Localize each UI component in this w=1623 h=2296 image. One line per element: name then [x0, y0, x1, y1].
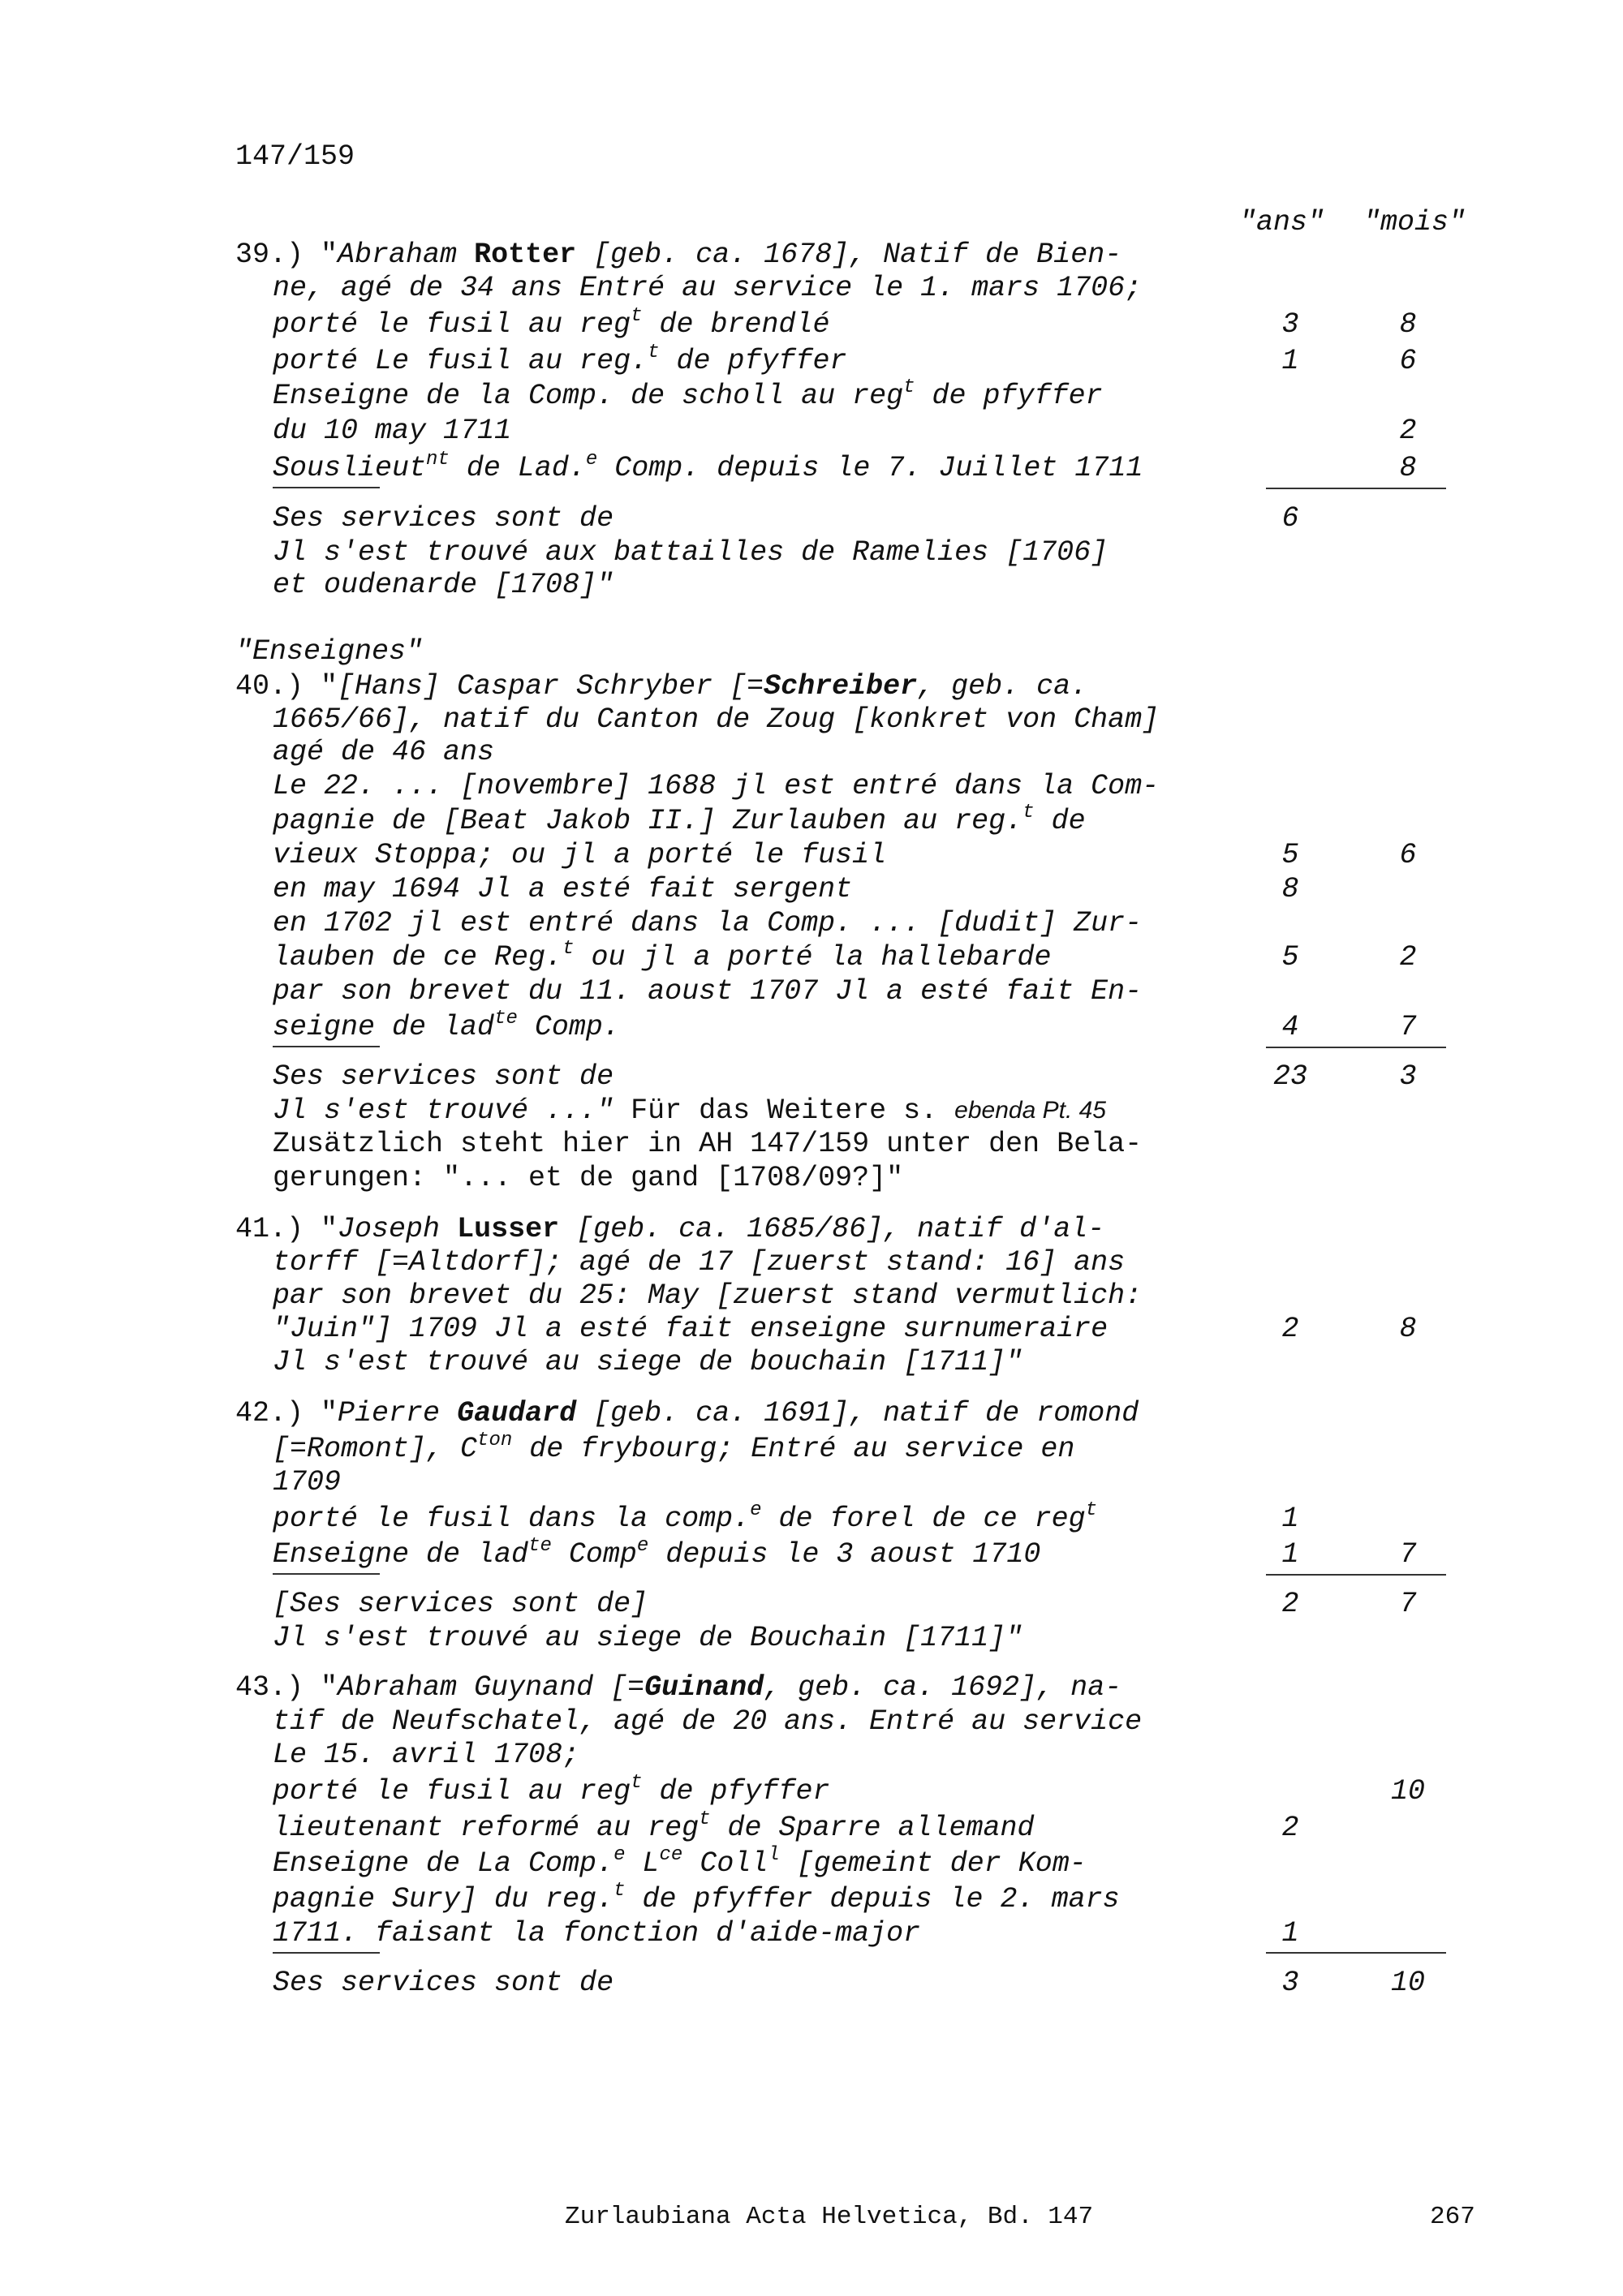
ans-total: 6	[1281, 502, 1299, 535]
mois-value: 8	[1399, 308, 1417, 341]
ans-value: 1	[1281, 345, 1299, 377]
ans-value: 4	[1281, 1011, 1299, 1043]
mois-value: 2	[1399, 941, 1417, 974]
entry-40-line-15: gerungen: "... et de gand [1708/09?]"	[273, 1162, 904, 1194]
entry-40-line-7: en may 1694 Jl a esté fait sergent	[273, 873, 853, 905]
section-title: "Enseignes"	[235, 635, 424, 668]
ans-value: 5	[1281, 941, 1299, 974]
sum-rule	[1266, 1574, 1446, 1576]
entry-41-line-4: "Juin"] 1709 Jl a esté fait enseigne surnumeraire	[273, 1313, 1109, 1345]
entry-39-line-10: et oudenarde [1708]"	[273, 569, 614, 601]
footer-source: Zurlaubiana Acta Helvetica, Bd. 147	[565, 2203, 1094, 2231]
entry-40-line-12: Ses services sont de	[273, 1060, 614, 1093]
underline-mark	[273, 1952, 380, 1954]
entry-42-line-3: 1709	[273, 1466, 342, 1498]
entry-43-line-9: Ses services sont de	[273, 1967, 614, 1999]
mois-value: 6	[1399, 345, 1417, 377]
mois-total: 3	[1399, 1060, 1417, 1093]
entry-42-line-5: Enseigne de lad$^{te}$ Comp$^e$ depuis le 3 aoust 1710	[273, 1535, 1041, 1571]
entry-39-line-7: Souslieut$^{nt}$ de Lad.$^e$ Comp. depuis le 7. Juillet 1711	[273, 449, 1143, 484]
ans-value: 8	[1281, 873, 1299, 905]
entry-42-line-2: [=Romont], $C^{ton}$ de frybourg; Entré au service en	[273, 1430, 1075, 1465]
ans-total: 2	[1281, 1588, 1299, 1620]
entry-43-line-5: lieutenant reformé au reg$^t$ de Sparre allemand	[273, 1808, 1035, 1844]
entry-42-surname: Gaudard	[457, 1397, 577, 1430]
entry-40-line-10: par son brevet du 11. aoust 1707 Jl a esté fait En-	[273, 975, 1143, 1008]
entry-41-surname: Lusser	[457, 1213, 560, 1245]
entry-40-line-3: agé de 46 ans	[273, 736, 495, 768]
entry-43-line-7: pagnie Sury] du reg.$^t$ de pfyffer depuis le 2. mars	[273, 1880, 1120, 1915]
mois-value: 6	[1399, 839, 1417, 871]
entry-39-line-3: porté le fusil au reg$^t$ de brendlé	[273, 305, 830, 341]
entry-39-line-6: du 10 may 1711	[273, 415, 512, 447]
ans-value: 2	[1281, 1313, 1299, 1345]
entry-39-surname: Rotter	[474, 239, 577, 271]
mois-value: 8	[1399, 1313, 1417, 1345]
entry-43-line-2: tif de Neufschatel, agé de 20 ans. Entré au service	[273, 1705, 1143, 1738]
underline-mark	[273, 1573, 380, 1575]
underline-mark	[273, 487, 380, 488]
ans-value: 5	[1281, 839, 1299, 871]
footer-page-number: 267	[1430, 2203, 1475, 2231]
column-header-ans: "ans"	[1239, 206, 1325, 239]
entry-43-line-8: 1711. faisant la fonction d'aide-major	[273, 1917, 921, 1950]
entry-40-line-14: Zusätzlich steht hier in AH 147/159 unter den Bela-	[273, 1128, 1143, 1160]
entry-40-line-11: seigne de lad$^{te}$ Comp.	[273, 1008, 620, 1043]
entry-39-line-1: 39.) "Abraham Rotter [geb. ca. 1678], Natif de Bien-	[235, 239, 1122, 271]
ans-value: 1	[1281, 1503, 1299, 1535]
page-reference: 147/159	[235, 140, 355, 173]
entry-41-line-1: 41.) "Joseph Lusser [geb. ca. 1685/86], natif d'al-	[235, 1213, 1105, 1245]
sum-rule	[1266, 1952, 1446, 1954]
entry-41-line-3: par son brevet du 25: May [zuerst stand vermutlich:	[273, 1279, 1143, 1312]
mois-total: 10	[1390, 1967, 1425, 1999]
entry-42-line-6: [Ses services sont de]	[273, 1588, 648, 1620]
entry-40-line-4: Le 22. ... [novembre] 1688 jl est entré dans la Com-	[273, 770, 1160, 802]
sum-rule	[1266, 1047, 1446, 1048]
mois-total: 7	[1399, 1588, 1417, 1620]
entry-41-line-5: Jl s'est trouvé au siege de bouchain [1711]"	[273, 1346, 1023, 1378]
mois-value: 2	[1399, 415, 1417, 447]
entry-40-surname: Schreiber	[764, 670, 918, 703]
entry-39-line-9: Jl s'est trouvé aux battailles de Ramelies [1706]	[273, 536, 1109, 569]
entry-40-line-9: lauben de ce Reg.$^t$ ou jl a porté la hallebarde	[273, 938, 1052, 974]
mois-value: 8	[1399, 452, 1417, 484]
entry-40-line-1: 40.) "[Hans] Caspar Schryber [=Schreiber, geb. ca.	[235, 670, 1088, 703]
entry-43-line-4: porté le fusil au reg$^t$ de pfyffer	[273, 1772, 830, 1808]
ans-total: 23	[1272, 1060, 1307, 1093]
entry-40-line-5: pagnie de [Beat Jakob II.] Zurlauben au reg.$^t$ de	[273, 802, 1086, 837]
mois-value: 10	[1390, 1775, 1425, 1808]
ans-total: 3	[1281, 1967, 1299, 1999]
mois-value: 7	[1399, 1538, 1417, 1571]
ans-value: 1	[1281, 1917, 1299, 1950]
mois-value: 7	[1399, 1011, 1417, 1043]
entry-40-line-6: vieux Stoppa; ou jl a porté le fusil	[273, 839, 887, 871]
ans-value: 3	[1281, 308, 1299, 341]
entry-40-line-2: 1665/66], natif du Canton de Zoug [konkret von Cham]	[273, 703, 1160, 736]
sum-rule	[1266, 488, 1446, 489]
entry-39-line-4: porté Le fusil au reg.$^t$ de pfyffer	[273, 342, 847, 377]
underline-mark	[273, 1046, 380, 1047]
ans-value: 2	[1281, 1812, 1299, 1844]
entry-42-line-4: porté le fusil dans la comp.$^e$ de forel de ce reg$^t$	[273, 1499, 1097, 1535]
entry-39-line-5: Enseigne de la Comp. de scholl au reg$^t$ de pfyffer	[273, 376, 1103, 412]
entry-42-line-7: Jl s'est trouvé au siege de Bouchain [1711]"	[273, 1622, 1023, 1654]
entry-39-line-2: ne, agé de 34 ans Entré au service le 1. mars 1706;	[273, 272, 1143, 304]
entry-39-line-8: Ses services sont de	[273, 502, 614, 535]
entry-43-line-6: Enseigne de La Comp.$^e$ $L^{ce}$ Coll$^l$ [gemeint der Kom-	[273, 1844, 1087, 1880]
entry-40-line-8: en 1702 jl est entré dans la Comp. ... [dudit] Zur-	[273, 907, 1143, 939]
ans-value: 1	[1281, 1538, 1299, 1571]
entry-42-line-1: 42.) "Pierre Gaudard [geb. ca. 1691], natif de romond	[235, 1397, 1139, 1430]
entry-43-surname: Guinand	[644, 1671, 764, 1704]
entry-43-line-1: 43.) "Abraham Guynand [=Guinand, geb. ca. 1692], na-	[235, 1671, 1122, 1704]
entry-40-line-13: Jl s'est trouvé ..." Für das Weitere s. ebenda Pt. 45	[273, 1094, 1106, 1127]
column-header-mois: "mois"	[1363, 206, 1466, 239]
entry-43-line-3: Le 15. avril 1708;	[273, 1739, 580, 1771]
entry-41-line-2: torff [=Altdorf]; agé de 17 [zuerst stand: 16] ans	[273, 1246, 1126, 1279]
